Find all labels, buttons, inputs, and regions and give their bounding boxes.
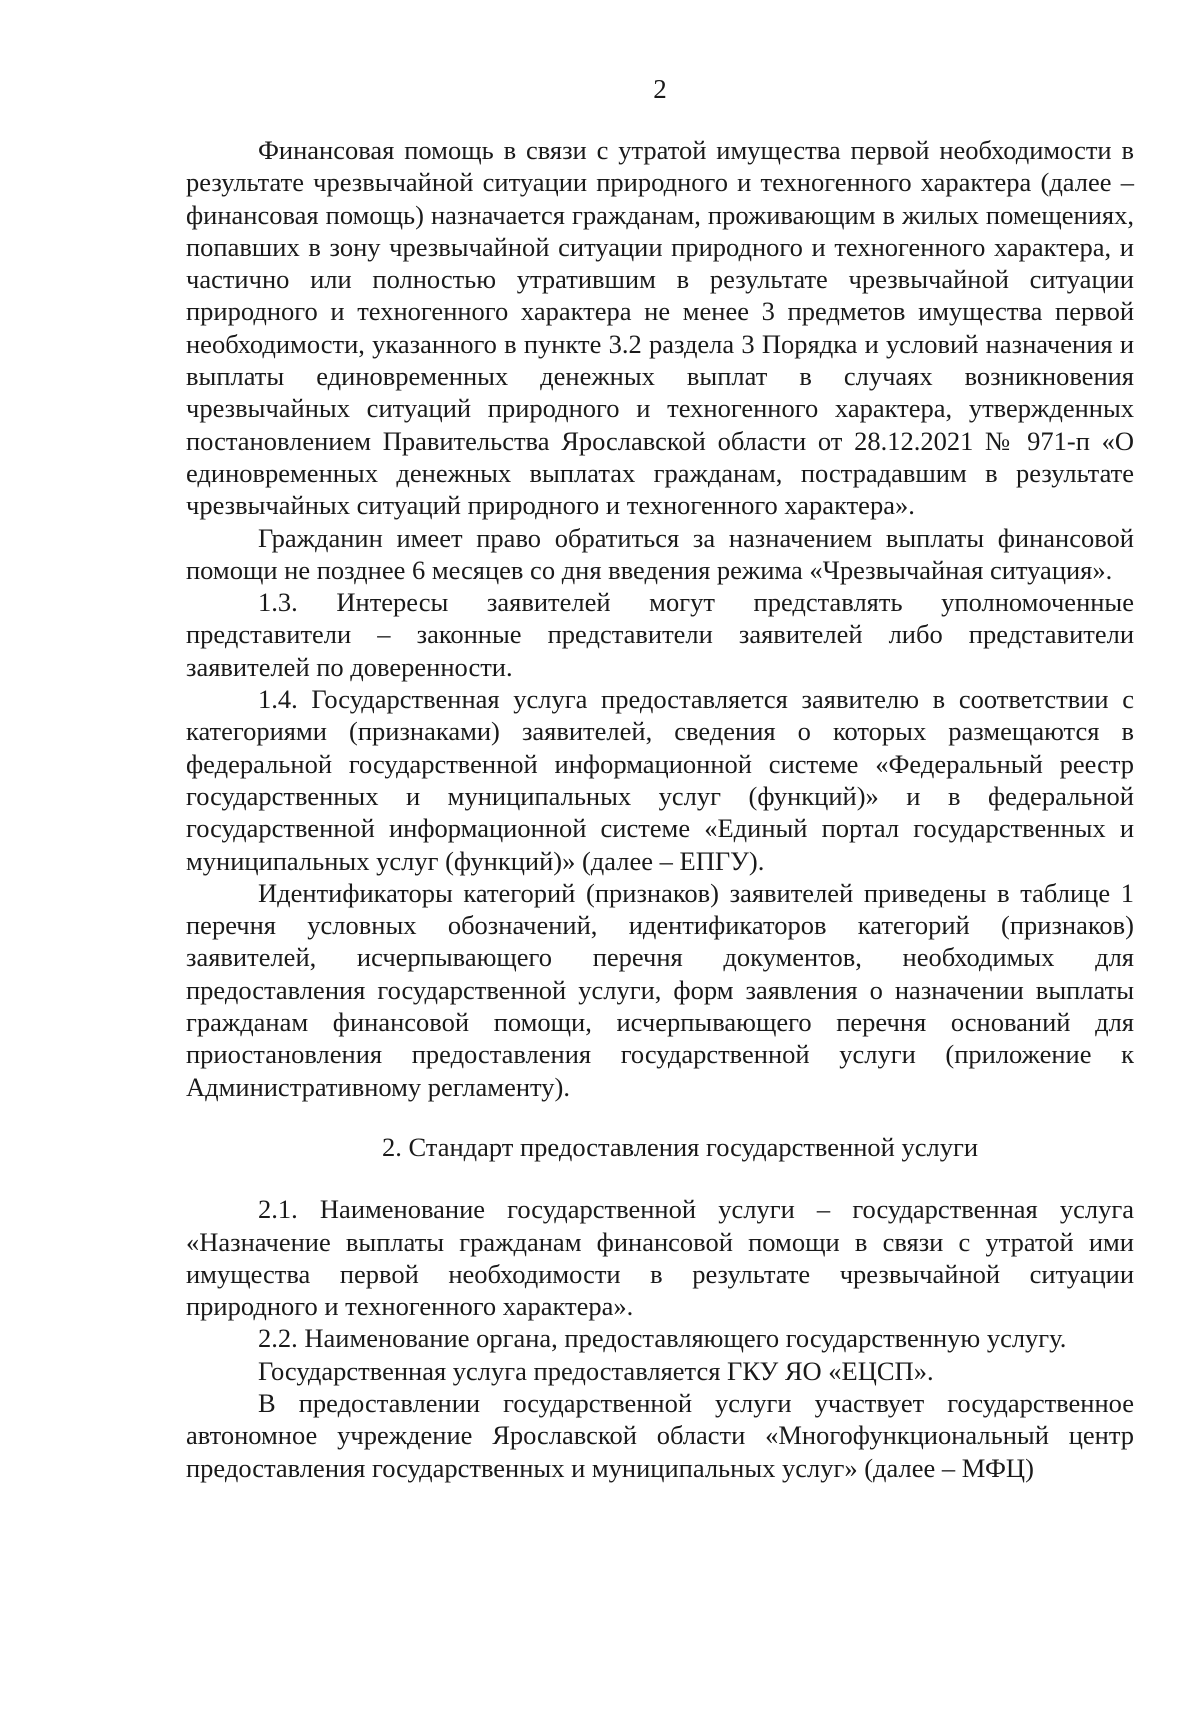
- paragraph-2-1: 2.1. Наименование государственной услуги – государственная услуга «Назначение выплаты гражданам финансовой помощи в связи с утратой ими имущества первой необходимости в результате чрезвычайной ситуации природного и техногенного характера».: [186, 1194, 1134, 1322]
- section-heading: 2. Стандарт предоставления государственной услуги: [381, 1131, 979, 1162]
- paragraph-1-4: 1.4. Государственная услуга предоставляется заявителю в соответствии с категориями (признаками) заявителей, сведения о которых размещаются в федеральной государственной информационной системе «Федеральный реестр государственных и муниципальных услуг (функций)» и в федеральной государственной информационной системе «Единый портал государственных и муниципальных услуг (функций)» (далее – ЕПГУ).: [186, 684, 1134, 876]
- paragraph-1-3: 1.3. Интересы заявителей могут представлять уполномоченные представители – законные представители заявителей либо представители заявителей по доверенности.: [186, 587, 1134, 682]
- paragraph-identifiers: Идентификаторы категорий (признаков) заявителей приведены в таблице 1 перечня условных обозначений, идентификаторов категорий (признаков) заявителей, исчерпывающего перечня документов, необходимых для предоставления государственной услуги, форм заявления о назначении выплаты гражданам финансовой помощи, исчерпывающего перечня оснований для приостановления предоставления государственной услуги (приложение к Административному регламенту).: [186, 877, 1134, 1102]
- paragraph-service-provider: Государственная услуга предоставляется ГКУ ЯО «ЕЦСП».: [258, 1355, 934, 1386]
- paragraph-financial-aid: Финансовая помощь в связи с утратой имущества первой необходимости в результате чрезвычайной ситуации природного и техногенного характера (далее – финансовая помощь) назначается гражданам, проживающим в жилых помещениях, попавших в зону чрезвычайной ситуации природного и техногенного характера, и частично или полностью утратившим в результате чрезвычайной ситуации природного и техногенного характера не менее 3 предметов имущества первой необходимости, указанного в пункте 3.2 раздела 3 Порядка и условий назначения и выплаты единовременных денежных выплат в случаях возникновения чрезвычайных ситуаций природного и техногенного характера, утвержденных постановлением Правительства Ярославской области от 28.12.2021 № 971-п «О единовременных денежных выплатах гражданам, пострадавшим в результате чрезвычайных ситуаций природного и техногенного характера».: [186, 135, 1134, 521]
- document-body: [186, 134, 1134, 1484]
- paragraph-mfc: В предоставлении государственной услуги участвует государственное автономное учреждение Ярославской области «Многофункциональный центр предоставления государственных и муниципальных услуг» (далее – МФЦ): [186, 1387, 1134, 1483]
- paragraph-citizen-right: Гражданин имеет право обратиться за назначением выплаты финансовой помощи не позднее 6 месяцев со дня введения режима «Чрезвычайная ситуация».: [186, 522, 1134, 585]
- page-number: 2: [653, 74, 667, 104]
- paragraph-2-2: 2.2. Наименование органа, предоставляющего государственную услугу.: [258, 1323, 1067, 1354]
